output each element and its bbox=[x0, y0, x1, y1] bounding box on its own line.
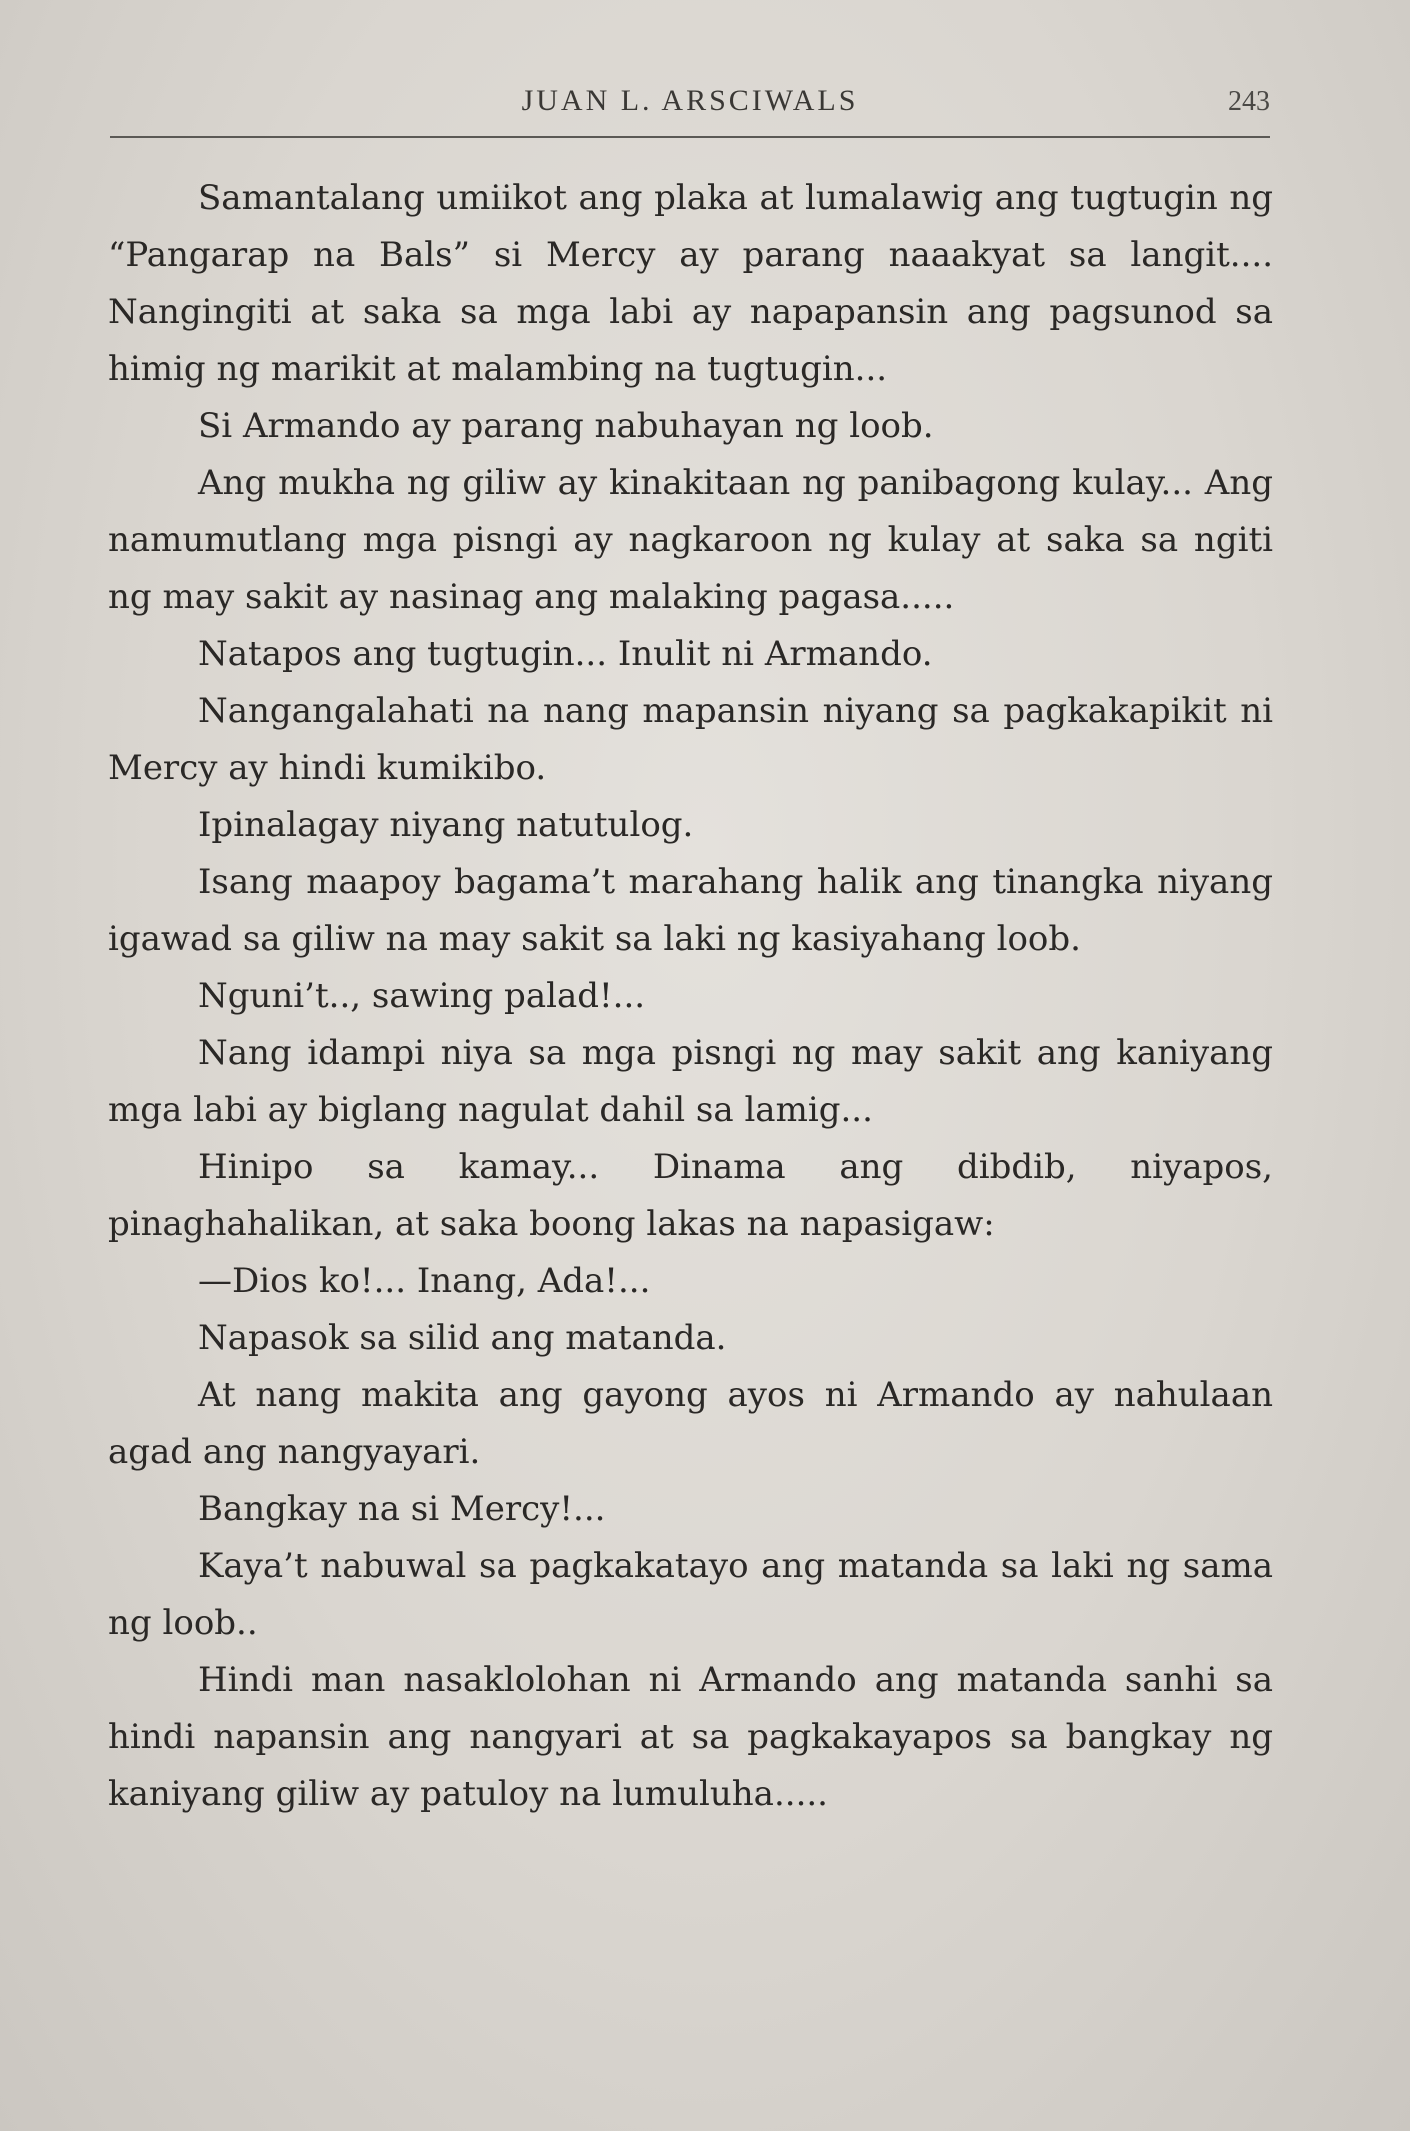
paragraph: Napasok sa silid ang matanda. bbox=[198, 1318, 727, 1358]
body-text bbox=[108, 170, 1273, 1823]
page-number: 243 bbox=[1228, 86, 1270, 117]
paragraph: Bangkay na si Mercy!... bbox=[198, 1489, 606, 1529]
running-head bbox=[110, 84, 1270, 134]
paragraph: Nangangalahati na nang mapansin niyang sa pagkakapikit ni Mercy ay hindi kumikibo. bbox=[108, 691, 1273, 788]
paragraph: Natapos ang tugtugin... Inulit ni Armando. bbox=[198, 634, 933, 674]
paragraph: Hindi man nasaklolohan ni Armando ang matanda sanhi sa hindi napansin ang nangyari at sa pagkakayapos sa bangkay ng kaniyang giliw ay patuloy na lumuluha..... bbox=[108, 1660, 1273, 1814]
paragraph: Hinipo sa kamay... Dinama ang dibdib, niyapos, pinaghahalikan, at saka boong lakas na napasigaw: bbox=[108, 1147, 1273, 1244]
paragraph: Ang mukha ng giliw ay kinakitaan ng panibagong kulay... Ang namumutlang mga pisngi ay nagkaroon ng kulay at saka sa ngiti ng may sakit ay nasinag ang malaking pagasa..... bbox=[108, 463, 1273, 617]
paragraph: At nang makita ang gayong ayos ni Armando ay nahulaan agad ang nangyayari. bbox=[108, 1375, 1273, 1472]
paragraph: Nang idampi niya sa mga pisngi ng may sakit ang kaniyang mga labi ay biglang nagulat dahil sa lamig... bbox=[108, 1033, 1273, 1130]
paragraph: Si Armando ay parang nabuhayan ng loob. bbox=[198, 406, 934, 446]
paragraph: Isang maapoy bagama’t marahang halik ang tinangka niyang igawad sa giliw na may sakit sa laki ng kasiyahang loob. bbox=[108, 862, 1273, 959]
paragraph: Ipinalagay niyang natutulog. bbox=[198, 805, 694, 845]
running-head-title: JUAN L. ARSCIWALS bbox=[521, 84, 859, 117]
paragraph: Kaya’t nabuwal sa pagkakatayo ang matanda sa laki ng sama ng loob.. bbox=[108, 1546, 1273, 1643]
paragraph: Nguni’t.., sawing palad!... bbox=[198, 976, 646, 1016]
header-rule bbox=[110, 136, 1270, 138]
paragraph: —Dios ko!... Inang, Ada!... bbox=[198, 1261, 651, 1301]
paragraph: Samantalang umiikot ang plaka at lumalawig ang tugtugin ng “Pangarap na Bals” si Mercy ay parang naaakyat sa langit.... Nangingiti at saka sa mga labi ay napapansin ang pagsunod sa himig ng marikit at malambing na tugtugin... bbox=[108, 178, 1273, 389]
